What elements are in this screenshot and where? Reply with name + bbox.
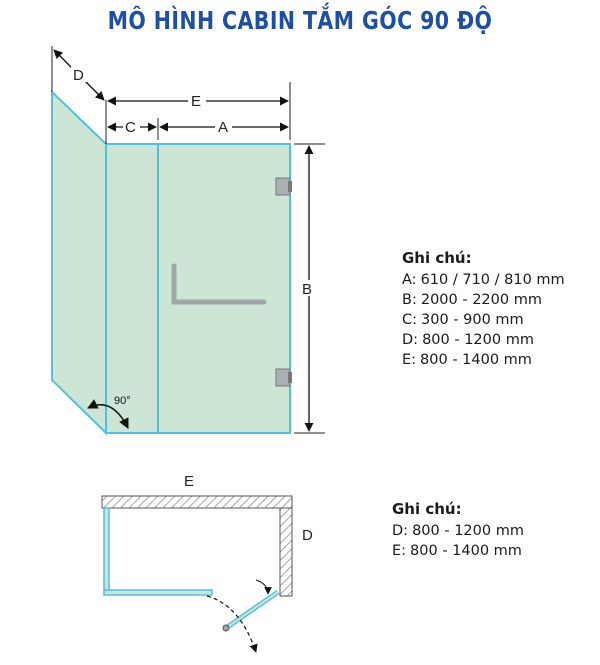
- plan-dim-d-label: D: [302, 527, 313, 544]
- right-wall: [280, 508, 292, 596]
- note-item: E: 800 - 1400 mm: [402, 352, 532, 368]
- dim-b-label: B: [302, 281, 313, 298]
- plan-door-knob: [223, 625, 229, 631]
- top-cabin-diagram: [52, 46, 325, 433]
- plan-front-glass: [104, 590, 212, 595]
- notes-top: [402, 249, 569, 370]
- dim-c-label: C: [125, 119, 136, 136]
- angle-label: 90°: [114, 395, 131, 407]
- note-item: C: 300 - 900 mm: [402, 312, 524, 328]
- note-item: B: 2000 - 2200 mm: [402, 292, 542, 308]
- plan-side-glass: [104, 508, 109, 594]
- note-item: D: 800 - 1200 mm: [392, 523, 524, 539]
- page-title: MÔ HÌNH CABIN TẮM GÓC 90 ĐỘ: [107, 6, 493, 35]
- upper-hinge-plate: [288, 181, 292, 192]
- fixed-glass-panel: [106, 144, 158, 433]
- notes-bottom-heading: Ghi chú:: [392, 500, 462, 518]
- back-wall: [102, 496, 292, 508]
- note-item: D: 800 - 1200 mm: [402, 332, 534, 348]
- side-glass-panel: [52, 92, 106, 433]
- lower-hinge: [276, 369, 290, 386]
- notes-top-heading: Ghi chú:: [402, 249, 472, 267]
- note-item: A: 610 / 710 / 810 mm: [402, 272, 565, 288]
- upper-hinge: [276, 178, 290, 195]
- plan-dim-e-label: E: [184, 473, 195, 490]
- bottom-plan-diagram: [102, 473, 313, 652]
- note-item: E: 800 - 1400 mm: [392, 543, 522, 559]
- notes-bottom: [392, 500, 528, 561]
- dim-e-label: E: [191, 93, 202, 110]
- lower-hinge-plate: [288, 372, 292, 383]
- dim-d-label: D: [73, 67, 84, 84]
- dim-a-label: A: [218, 119, 229, 136]
- door-glass-panel: [158, 144, 290, 433]
- door-rotation-arc: [256, 580, 268, 594]
